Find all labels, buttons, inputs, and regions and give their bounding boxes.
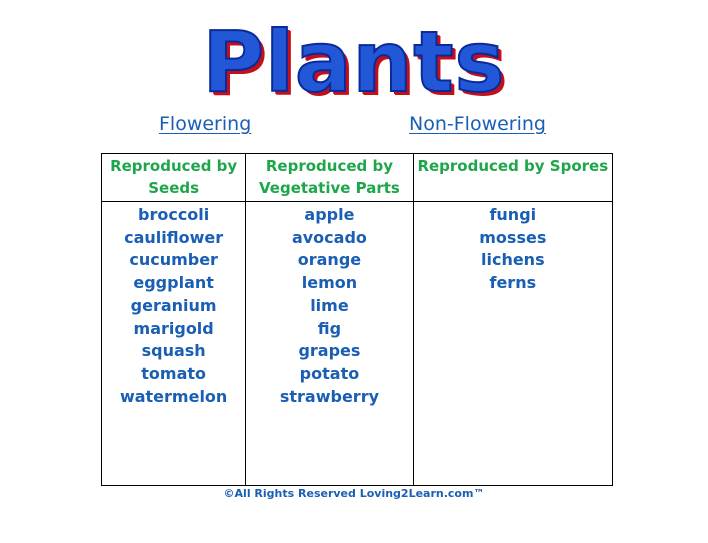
table-body-row	[102, 202, 613, 486]
list-item: apple	[304, 205, 355, 224]
list-item: cauliflower	[124, 227, 224, 247]
copyright-footer: ©All Rights Reserved Loving2Learn.com™	[223, 487, 485, 500]
list-item: fungi	[489, 205, 537, 224]
list-item: avocado	[291, 227, 367, 247]
spores-column	[413, 202, 612, 486]
plants-table	[101, 153, 613, 486]
list-item: orange	[297, 250, 362, 270]
list-item: eggplant	[133, 273, 214, 293]
list-item: lemon	[301, 273, 358, 293]
non-flowering-heading: Non-Flowering	[409, 113, 546, 135]
seeds-column-header: Reproduced by Seeds	[102, 154, 246, 202]
list-item: marigold	[133, 318, 214, 338]
vegetative-column-header: Reproduced by Vegetative Parts	[246, 154, 413, 202]
spores-column-header: Reproduced by Spores	[413, 154, 612, 202]
list-item: mosses	[479, 227, 547, 247]
list-item: fig	[317, 318, 342, 338]
list-item: grapes	[298, 341, 361, 361]
list-item: squash	[141, 341, 206, 361]
table-header-row	[102, 154, 613, 202]
list-item: strawberry	[279, 386, 380, 406]
list-item: broccoli	[138, 205, 210, 224]
list-item: lichens	[480, 250, 545, 270]
list-item: geranium	[130, 295, 217, 315]
seeds-column	[102, 202, 246, 486]
page-title: Plants	[202, 13, 506, 111]
list-item: ferns	[489, 273, 537, 293]
vegetative-column	[246, 202, 413, 486]
list-item: watermelon	[119, 386, 228, 406]
list-item: potato	[299, 363, 360, 383]
list-item: tomato	[141, 363, 207, 383]
flowering-heading: Flowering	[159, 113, 252, 135]
list-item: cucumber	[129, 250, 218, 270]
list-item: lime	[310, 295, 349, 315]
